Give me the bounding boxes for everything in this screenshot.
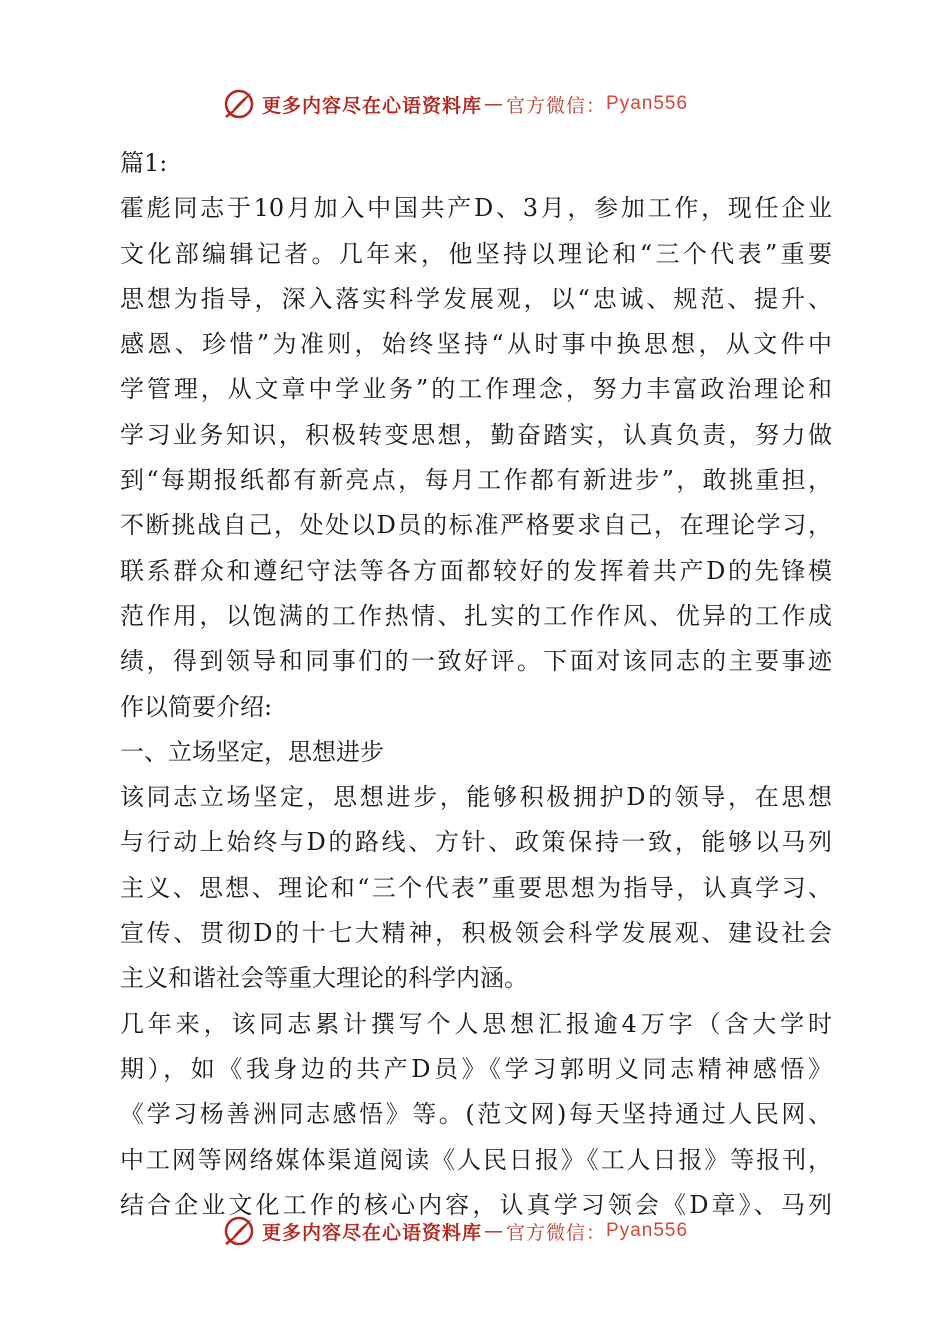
wechat-label: 官方微信： <box>506 94 607 117</box>
text-line: 范作用，以饱满的工作热情、扎实的工作作风、优异的工作成 <box>120 601 832 630</box>
text-line: 绩，得到领导和同事们的一致好评。下面对该同志的主要事迹 <box>120 647 832 676</box>
banner-separator: — <box>484 93 505 115</box>
text-line: 学管理，从文章中学业务”的工作理念，努力丰富政治理论和 <box>120 375 832 404</box>
text-line: 期），如《我身边的共产D员》《学习郭明义同志精神感悟》 <box>120 1054 832 1083</box>
text-line: 主义、思想、理论和“三个代表”重要思想为指导，认真学习、 <box>120 873 832 902</box>
text-line: 感恩、珍惜”为准则，始终坚持“从时事中换思想，从文件中 <box>120 330 832 359</box>
banner-text: 更多内容尽在心语资料库 <box>262 1221 483 1244</box>
text-line: 中工网等网络媒体渠道阅读《人民日报》《工人日报》等报刊， <box>120 1145 832 1174</box>
text-line: 思想为指导，深入落实科学发展观，以“忠诚、规范、提升、 <box>120 284 832 313</box>
text-line: 作以简要介绍: <box>120 692 273 721</box>
footer-banner <box>222 1211 742 1251</box>
text-line: 一、立场坚定，思想进步 <box>120 737 384 766</box>
text-line: 到“每期报纸都有新亮点，每月工作都有新进步”，敢挑重担， <box>120 466 832 495</box>
text-line: 结合企业文化工作的核心内容，认真学习领会《D章》、马列 <box>120 1190 832 1219</box>
document-body <box>120 141 832 1228</box>
text-line: 霍彪同志于10月加入中国共产D、3月，参加工作，现任企业 <box>120 194 832 223</box>
text-line: 学习业务知识，积极转变思想，勤奋踏实，认真负责，努力做 <box>120 420 832 449</box>
quill-logo-icon <box>222 1214 256 1248</box>
text-line: 不断挑战自己，处处以D员的标准严格要求自己，在理论学习， <box>120 511 832 540</box>
quill-logo-icon <box>222 87 256 121</box>
banner-separator: — <box>484 1220 505 1242</box>
header-banner <box>222 84 742 124</box>
wechat-label: 官方微信： <box>506 1221 607 1244</box>
text-line: 几年来，该同志累计撰写个人思想汇报逾4万字（含大学时 <box>120 1009 832 1038</box>
text-line: 该同志立场坚定，思想进步，能够积极拥护D的领导，在思想 <box>120 783 832 812</box>
text-line: 宣传、贯彻D的十七大精神，积极领会科学发展观、建设社会 <box>120 919 832 948</box>
text-line: 主义和谐社会等重大理论的科学内涵。 <box>120 964 528 993</box>
text-line: 联系群众和遵纪守法等各方面都较好的发挥着共产D的先锋模 <box>120 556 832 585</box>
banner-text: 更多内容尽在心语资料库 <box>262 94 483 117</box>
wechat-id: Pyan556 <box>606 93 689 114</box>
wechat-id: Pyan556 <box>606 1220 689 1241</box>
text-line: 文化部编辑记者。几年来，他坚持以理论和“三个代表”重要 <box>120 239 832 268</box>
text-line: 《学习杨善洲同志感悟》等。(范文网)每天坚持通过人民网、 <box>120 1100 832 1129</box>
text-line: 与行动上始终与D的路线、方针、政策保持一致，能够以马列 <box>120 828 832 857</box>
text-line: 篇1: <box>120 149 168 177</box>
